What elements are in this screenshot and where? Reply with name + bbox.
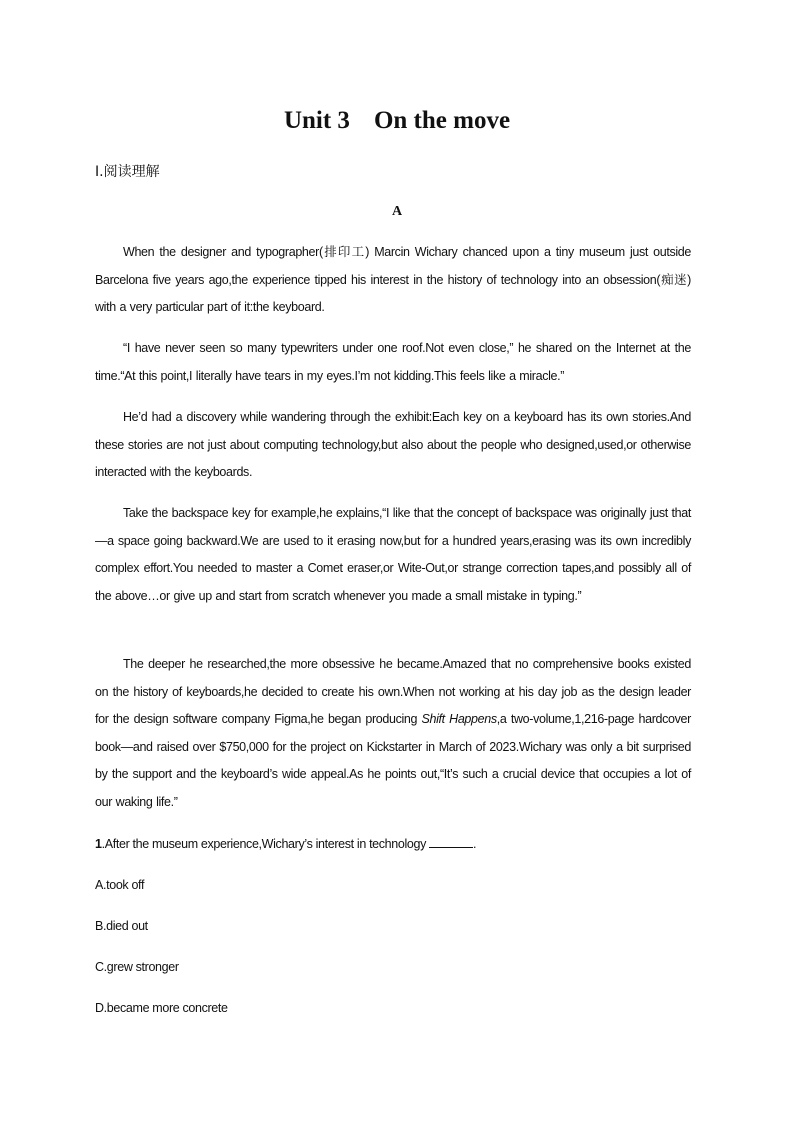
passage-label: A <box>391 204 403 219</box>
paragraph-5-text-before: The deeper he researched,the more obsessive he became.Amazed that no comprehensive books existed on the history of keyboards,he decided to create his own.When not working at his day job as the design leader for the design software company Figma,he began producing <box>95 657 691 727</box>
question-end: . <box>473 837 477 851</box>
option-b[interactable]: B.died out <box>95 919 148 933</box>
unit-name: On the move <box>373 107 511 134</box>
unit-number: Unit 3 <box>283 107 350 134</box>
passage-paragraph-1: When the designer and typographer(排印工) Marcin Wichary chanced upon a tiny museum just outside Barcelona five years ago,the experience tipped his interest in the history of technology into an obsession(痴迷) with a very particular part of it:the keyboard. <box>95 245 691 315</box>
question-stem: .After the museum experience,Wichary’s interest in technology <box>101 837 427 851</box>
book-title: Shift Happens <box>421 712 497 727</box>
passage-paragraph-4: Take the backspace key for example,he explains,“I like that the concept of backspace was originally just that—a space going backward.We are used to it erasing now,but for a hundred years,erasing was its own incredibly complex effort.You needed to master a Comet eraser,or Wite-Out,or strange correction tapes,and possibly all of the above…or give up and start from scratch whenever you made a small mistake in typing.” <box>95 506 691 603</box>
question-1 <box>95 832 476 856</box>
answer-blank[interactable] <box>429 835 473 848</box>
section-heading: Ⅰ.阅读理解 <box>95 164 160 180</box>
option-d[interactable]: D.became more concrete <box>95 1001 228 1015</box>
option-c[interactable]: C.grew stronger <box>95 960 179 974</box>
option-a[interactable]: A.took off <box>95 878 145 892</box>
paragraph-5-text-after: ,a two-volume,1,216-page hardcover book—and raised over $750,000 for the project on Kickstarter in March of 2023.Wichary was only a bit surprised by the support and the keyboard’s wide appeal.As he points out,“It’s such a crucial device that occupies a lot of our waking life.” <box>95 712 691 809</box>
passage-paragraph-3: He’d had a discovery while wandering through the exhibit:Each key on a keyboard has its own stories.And these stories are not just about computing technology,but also about the people who designed,used,or otherwise interacted with the keyboards. <box>95 410 691 480</box>
question-number: 1 <box>95 837 102 851</box>
unit-title <box>0 105 794 137</box>
passage-paragraph-5 <box>95 651 691 817</box>
passage-paragraph-2: “I have never seen so many typewriters under one roof.Not even close,” he shared on the Internet at the time.“At this point,I literally have tears in my eyes.I’m not kidding.This feels like a miracle.” <box>95 341 691 383</box>
